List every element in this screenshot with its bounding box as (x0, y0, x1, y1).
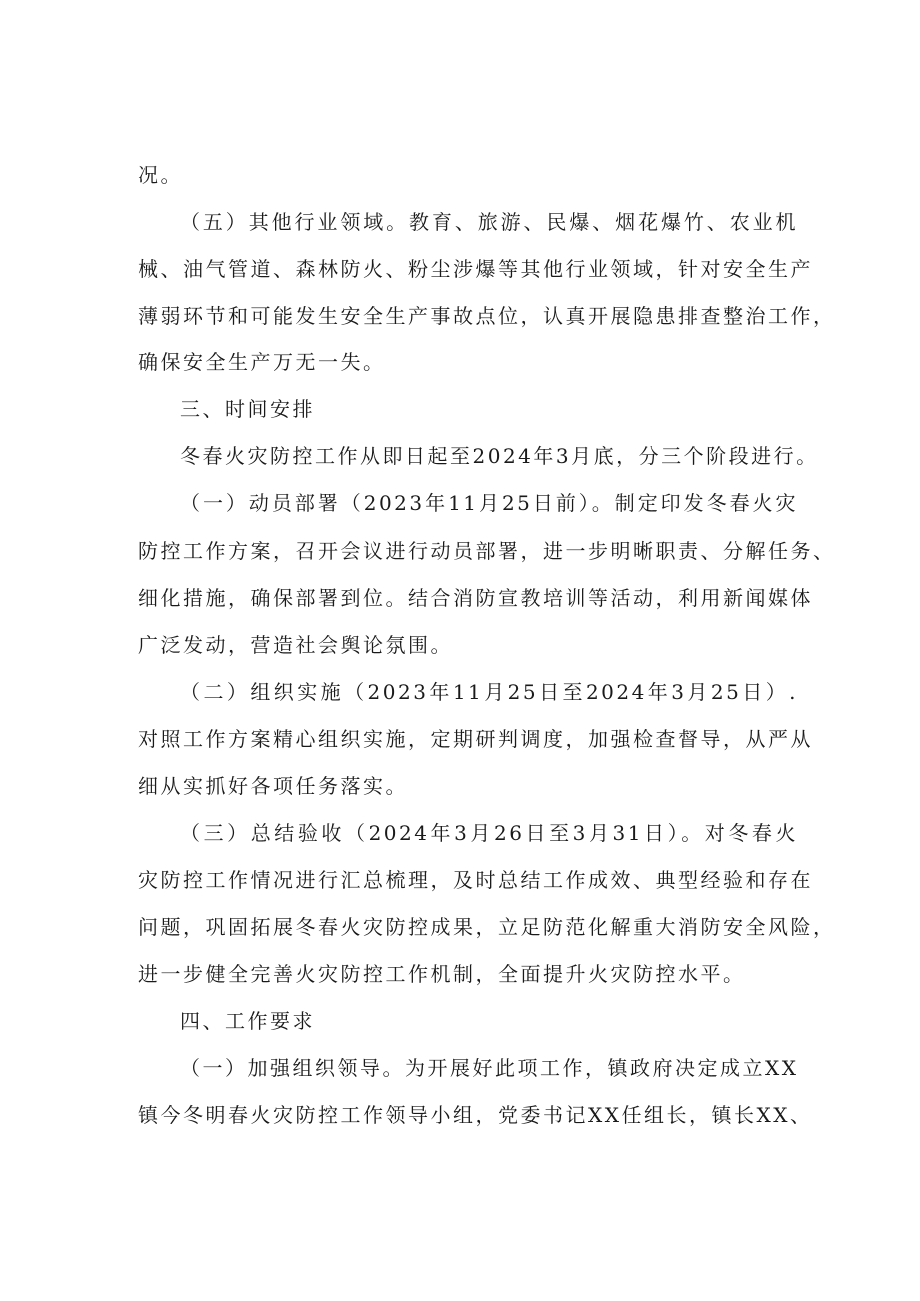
paragraph-line: 对照工作方案精心组织实施，定期研判调度，加强检查督导，从严从 (138, 727, 813, 751)
section-heading: 三、时间安排 (180, 397, 315, 421)
paragraph-line: 镇今冬明春火灾防控工作领导小组，党委书记XX任组长，镇长XX、 (138, 1103, 813, 1127)
section-item-heading: （三）总结验收（2024年3月26日至3月31日）。对冬春火 (180, 821, 798, 845)
paragraph-line: 灾防控工作情况进行汇总梳理，及时总结工作成效、典型经验和存在 (138, 868, 813, 892)
paragraph-line: 防控工作方案，召开会议进行动员部署，进一步明晰职责、分解任务、 (138, 539, 836, 563)
paragraph-line: 冬春火灾防控工作从即日起至2024年3月底，分三个阶段进行。 (180, 444, 819, 468)
section-item-heading: （二）组织实施（2023年11月25日至2024年3月25日）. (180, 680, 798, 704)
section-item-heading: （一）加强组织领导。为开展好此项工作，镇政府决定成立XX (180, 1056, 799, 1080)
paragraph-line: 进一步健全完善火灾防控工作机制，全面提升火灾防控水平。 (138, 962, 746, 986)
paragraph-line: 问题，巩固拓展冬春火灾防控成果，立足防范化解重大消防安全风险， (138, 915, 836, 939)
section-item-heading: （一）动员部署（2023年11月25日前）。制定印发冬春火灾 (180, 491, 798, 515)
paragraph-line: 况。 (138, 163, 183, 187)
paragraph-line: 广泛发动，营造社会舆论氛围。 (138, 633, 453, 657)
paragraph-line: 薄弱环节和可能发生安全生产事故点位，认真开展隐患排查整治工作， (138, 304, 836, 328)
paragraph-line: 确保安全生产万无一失。 (138, 350, 386, 374)
paragraph-line: 细化措施，确保部署到位。结合消防宣教培训等活动，利用新闻媒体 (138, 586, 813, 610)
section-item-heading: （五）其他行业领域。教育、旅游、民爆、烟花爆竹、农业机 (180, 210, 798, 234)
paragraph-line: 械、油气管道、森林防火、粉尘涉爆等其他行业领域，针对安全生产 (138, 257, 813, 281)
paragraph-line: 细从实抓好各项任务落实。 (138, 774, 408, 798)
section-heading: 四、工作要求 (180, 1009, 315, 1033)
